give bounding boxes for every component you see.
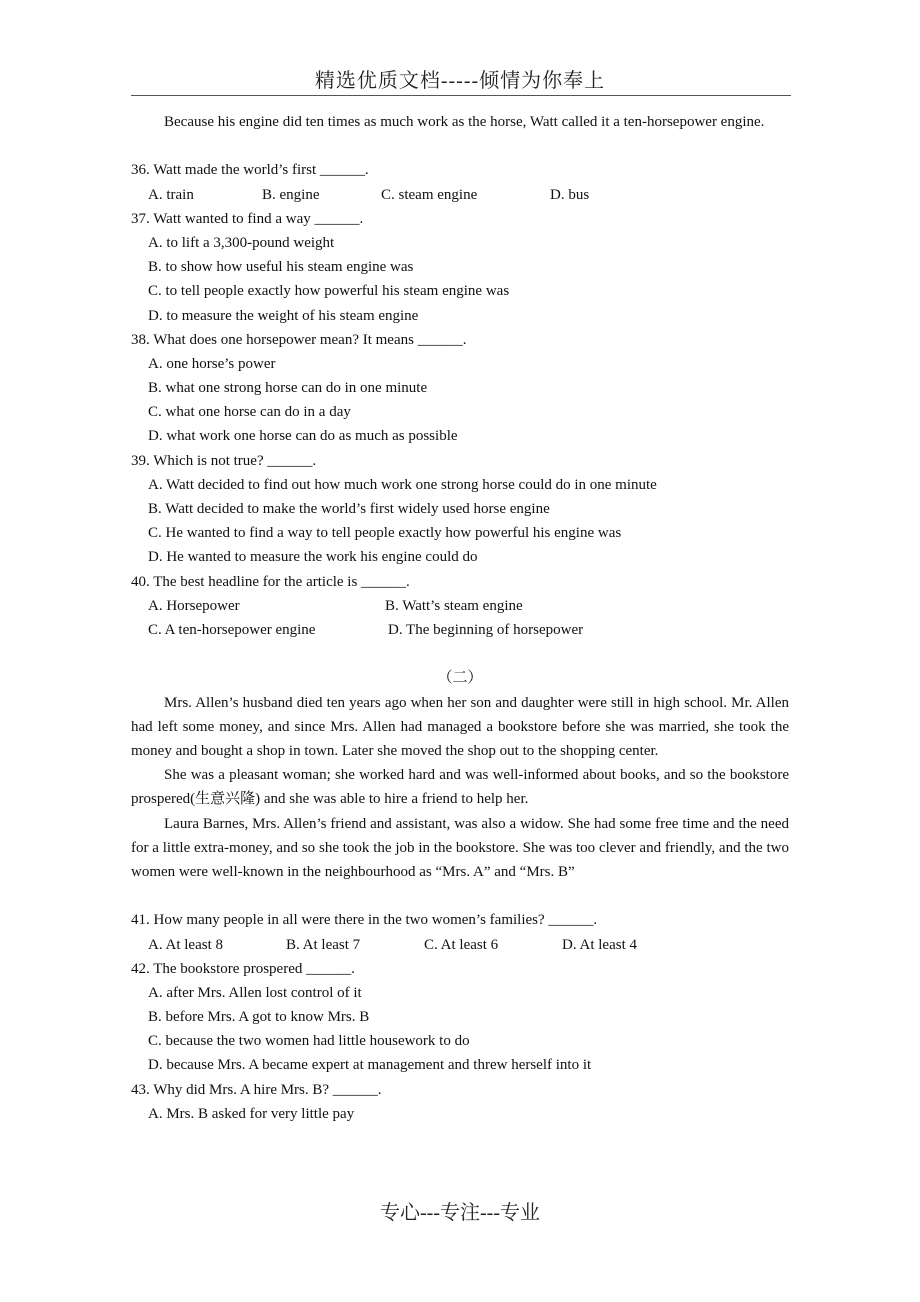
question-37-stem: 37. Watt wanted to find a way ______. (131, 210, 364, 227)
q41-option-d: D. At least 4 (562, 936, 637, 953)
q40-option-d: D. The beginning of horsepower (388, 621, 584, 638)
q41-option-b: B. At least 7 (286, 936, 361, 953)
question-40-stem: 40. The best headline for the article is ______. (131, 573, 410, 590)
question-40-options-row1 (131, 594, 789, 618)
q41-option-c: C. At least 6 (424, 936, 499, 953)
q42-option-b: B. before Mrs. A got to know Mrs. B (148, 1009, 370, 1026)
q42-option-d: D. because Mrs. A became expert at management and threw herself into it (148, 1057, 592, 1074)
q36-option-a: A. train (148, 186, 194, 203)
section-title: （二） (437, 670, 483, 687)
question-43-stem: 43. Why did Mrs. A hire Mrs. B? ______. (131, 1081, 382, 1098)
q36-option-c: C. steam engine (381, 186, 478, 203)
q41-option-a: A. At least 8 (148, 936, 223, 953)
q39-option-c: C. He wanted to find a way to tell people exactly how powerful his engine was (148, 525, 622, 542)
question-41-options (131, 933, 789, 957)
question-36-options (131, 183, 789, 207)
q37-option-a: A. to lift a 3,300-pound weight (148, 234, 335, 251)
q42-option-c: C. because the two women had little housework to do (148, 1033, 470, 1050)
q38-option-b: B. what one strong horse can do in one minute (148, 380, 428, 397)
q38-option-c: C. what one horse can do in a day (148, 404, 351, 421)
q36-option-b: B. engine (262, 186, 320, 203)
passage-paragraph-2: She was a pleasant woman; she worked hard and was well-informed about books, and so the bookstore prospered(生意兴隆) and she was able to hire a friend to help her. (131, 767, 789, 808)
question-38-stem: 38. What does one horsepower mean? It means ______. (131, 331, 467, 348)
q40-option-b: B. Watt’s steam engine (385, 597, 523, 614)
page-header: 精选优质文档-----倾情为你奉上 (314, 70, 606, 92)
passage-paragraph-1: Mrs. Allen’s husband died ten years ago when her son and daughter were still in high school. Mr. Allen had left some money, and since Mrs. Allen had managed a bookstore before she was married, she took the money and bought a shop in town. Later she moved the shop out to the shopping center. (131, 694, 789, 759)
q40-option-a: A. Horsepower (148, 597, 240, 614)
q38-option-a: A. one horse’s power (148, 355, 276, 372)
page-footer: 专心---专注---专业 (380, 1202, 540, 1224)
q42-option-a: A. after Mrs. Allen lost control of it (148, 984, 362, 1001)
q43-option-a: A. Mrs. B asked for very little pay (148, 1105, 355, 1122)
document-body (131, 110, 789, 1126)
intro-paragraph: Because his engine did ten times as much work as the horse, Watt called it a ten-horsepower engine. (164, 114, 765, 130)
header-rule (131, 95, 791, 96)
question-41-stem: 41. How many people in all were there in the two women’s families? ______. (131, 912, 598, 929)
question-36-stem: 36. Watt made the world’s first ______. (131, 162, 369, 179)
question-40-options-row2 (131, 618, 789, 642)
q39-option-b: B. Watt decided to make the world’s first widely used horse engine (148, 501, 550, 518)
passage-paragraph-3: Laura Barnes, Mrs. Allen’s friend and assistant, was also a widow. She had some free time and the need for a little extra-money, and so she took the job in the bookstore. She was too clever and friendly, and the two women were well-known in the neighbourhood as “Mrs. A” and “Mrs. B” (131, 815, 789, 880)
question-42-stem: 42. The bookstore prospered ______. (131, 960, 355, 977)
q37-option-d: D. to measure the weight of his steam engine (148, 307, 419, 324)
q37-option-b: B. to show how useful his steam engine was (148, 259, 414, 276)
q39-option-d: D. He wanted to measure the work his engine could do (148, 549, 478, 566)
q39-option-a: A. Watt decided to find out how much work one strong horse could do in one minute (148, 476, 657, 493)
q36-option-d: D. bus (550, 186, 590, 203)
q38-option-d: D. what work one horse can do as much as possible (148, 428, 458, 445)
question-39-stem: 39. Which is not true? ______. (131, 452, 317, 469)
q37-option-c: C. to tell people exactly how powerful his steam engine was (148, 283, 510, 300)
q40-option-c: C. A ten-horsepower engine (148, 621, 316, 638)
